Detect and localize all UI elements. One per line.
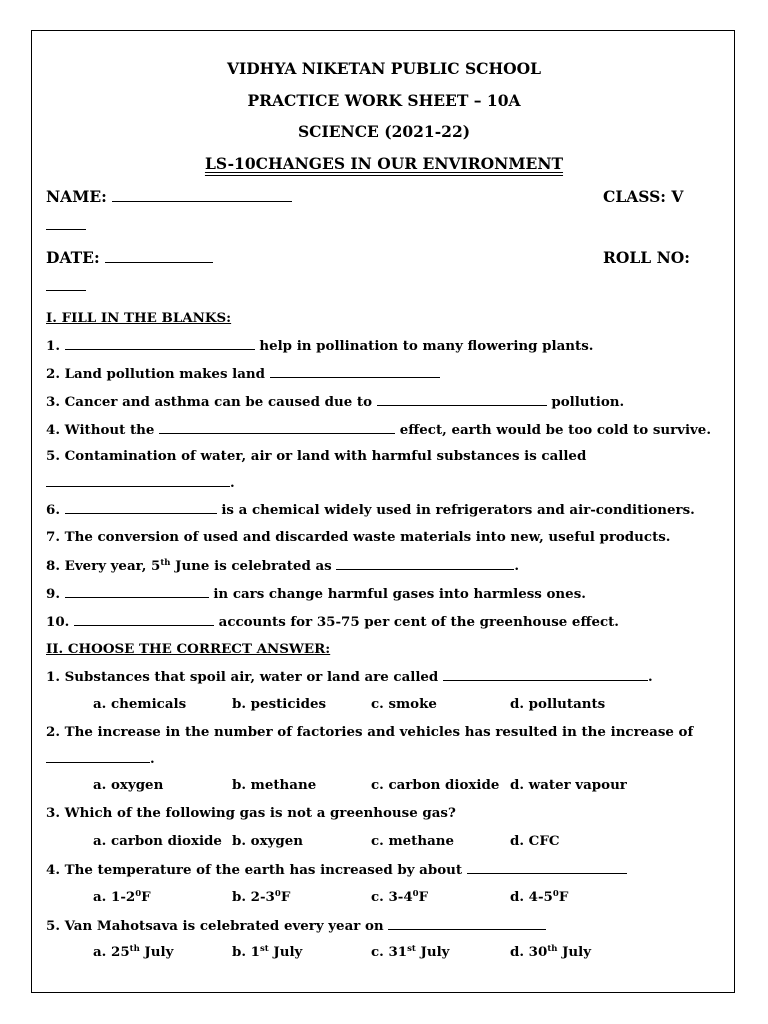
mcq-q4: 4. The temperature of the earth has increased by about xyxy=(46,861,627,878)
roll-line xyxy=(46,276,86,295)
mcq-q1-option-b[interactable]: b. pesticides xyxy=(232,696,327,712)
mcq-q3: 3. Which of the following gas is not a greenhouse gas? xyxy=(46,805,456,821)
mcq-q4-option-d[interactable]: d. $4-5^0F$ xyxy=(510,889,569,905)
mcq-q1: 1. Substances that spoil air, water or land are called . xyxy=(46,669,653,685)
mcq-q5-blank[interactable] xyxy=(388,917,546,930)
fill-q8-blank[interactable] xyxy=(336,557,514,570)
school-name: VIDHYA NIKETAN PUBLIC SCHOOL xyxy=(226,59,542,78)
mcq-q2-blank[interactable] xyxy=(46,750,150,763)
mcq-q2-option-d[interactable]: d. water vapour xyxy=(510,777,627,793)
date-label: DATE: xyxy=(46,248,100,267)
mcq-q5: 5. Van Mahotsava is celebrated every year on xyxy=(46,917,546,934)
name-line xyxy=(46,187,292,206)
mcq-q4-option-c[interactable]: c. $3-4^0F$ xyxy=(371,889,429,905)
mcq-q2-option-c[interactable]: c. carbon dioxide xyxy=(371,777,500,793)
class-label: CLASS: V xyxy=(603,187,684,206)
mcq-q3-option-b[interactable]: b. oxygen xyxy=(232,833,304,849)
mcq-q2-option-b[interactable]: b. methane xyxy=(232,777,317,793)
sheet-title: PRACTICE WORK SHEET – 10A xyxy=(247,91,521,110)
roll-label: ROLL NO: xyxy=(603,248,690,267)
lesson-title: LS-10CHANGES IN OUR ENVIRONMENT xyxy=(204,154,564,173)
name-label: NAME: xyxy=(46,187,107,206)
fill-q7: 7. The conversion of used and discarded waste materials into new, useful products. xyxy=(46,529,671,545)
fill-q5-blank[interactable] xyxy=(46,474,230,487)
fill-q1: 1. help in pollination to many flowering plants. xyxy=(46,338,594,354)
mcq-q4-option-a[interactable]: a. $1-2^0F$ xyxy=(93,889,151,905)
mcq-q3-option-d[interactable]: d. CFC xyxy=(510,833,560,849)
fill-q9-blank[interactable] xyxy=(65,585,209,598)
fill-q1-blank[interactable] xyxy=(65,337,255,350)
mcq-q2-answer: . xyxy=(46,750,155,767)
mcq-q1-option-a[interactable]: a. chemicals xyxy=(93,696,187,712)
mcq-q1-blank[interactable] xyxy=(443,668,648,681)
mcq-q4-option-b[interactable]: b. $2-3^0F$ xyxy=(232,889,291,905)
fill-q5-answer: . xyxy=(46,474,235,491)
mcq-q2: 2. The increase in the number of factories and vehicles has resulted in the increase of xyxy=(46,724,694,740)
date-blank[interactable] xyxy=(105,250,213,263)
fill-q4-blank[interactable] xyxy=(159,421,395,434)
mcq-q1-option-d[interactable]: d. pollutants xyxy=(510,696,606,712)
fill-q8: 8. Every year, 5th June is celebrated as . xyxy=(46,558,520,574)
fill-q10-blank[interactable] xyxy=(74,613,214,626)
fill-q3-blank[interactable] xyxy=(377,393,547,406)
mcq-q3-option-c[interactable]: c. methane xyxy=(371,833,455,849)
mcq-q4-blank[interactable] xyxy=(467,861,627,874)
mcq-q5-option-c[interactable]: c. 31st July xyxy=(371,944,450,960)
fill-q4: 4. Without the effect, earth would be too cold to survive. xyxy=(46,422,711,438)
fill-q3: 3. Cancer and asthma can be caused due to pollution. xyxy=(46,394,625,410)
fill-q9: 9. in cars change harmful gases into harmless ones. xyxy=(46,586,586,602)
fill-q10: 10. accounts for 35-75 per cent of the greenhouse effect. xyxy=(46,614,619,630)
mcq-q5-option-d[interactable]: d. 30th July xyxy=(510,944,592,960)
fill-q2: 2. Land pollution makes land xyxy=(46,365,440,382)
section2-title: II. CHOOSE THE CORRECT ANSWER: xyxy=(46,641,331,657)
mcq-q5-option-a[interactable]: a. 25th July xyxy=(93,944,174,960)
class-blank[interactable] xyxy=(46,217,86,230)
fill-q2-blank[interactable] xyxy=(270,365,440,378)
fill-q5: 5. Contamination of water, air or land with harmful substances is called xyxy=(46,448,587,464)
mcq-q3-option-a[interactable]: a. carbon dioxide xyxy=(93,833,222,849)
roll-blank[interactable] xyxy=(46,278,86,291)
subject-title: SCIENCE (2021-22) xyxy=(297,122,471,141)
fill-q6-blank[interactable] xyxy=(65,501,217,514)
mcq-q1-option-c[interactable]: c. smoke xyxy=(371,696,437,712)
mcq-q2-option-a[interactable]: a. oxygen xyxy=(93,777,164,793)
name-blank[interactable] xyxy=(112,189,292,202)
section1-title: I. FILL IN THE BLANKS: xyxy=(46,310,232,326)
date-line xyxy=(46,248,213,267)
class-line xyxy=(46,215,86,234)
fill-q6: 6. is a chemical widely used in refrigerators and air-conditioners. xyxy=(46,502,695,518)
mcq-q5-option-b[interactable]: b. 1st July xyxy=(232,944,303,960)
